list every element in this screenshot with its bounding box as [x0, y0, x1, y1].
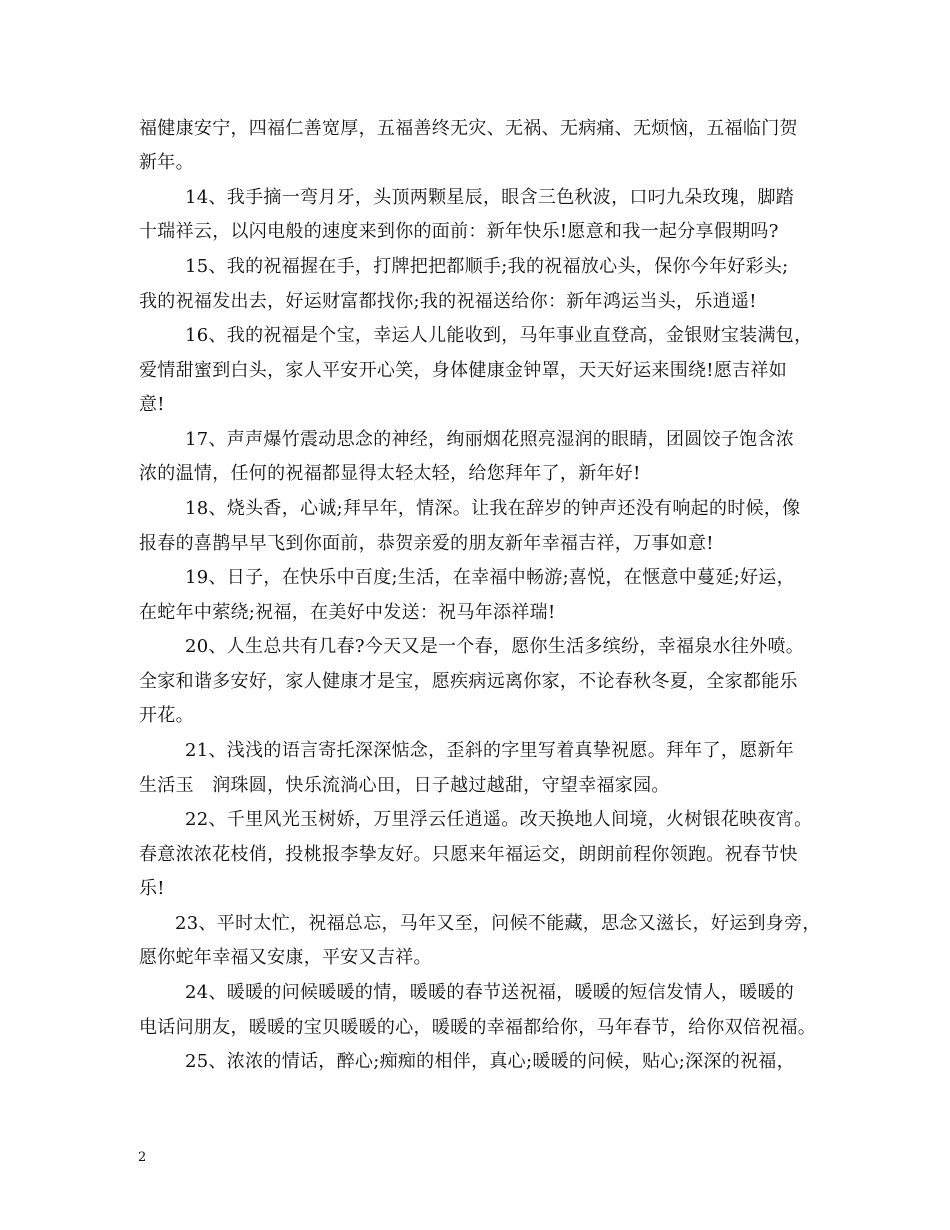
text-line: 愿你蛇年幸福又安康，平安又吉祥。 [139, 947, 432, 968]
text-line: 乐! [139, 878, 165, 899]
text-line: 春意浓浓花枝俏，投桃报李挚友好。只愿来年福运交，朗朗前程你领跑。祝春节快 [139, 844, 798, 865]
text-line: 在蛇年中萦绕;祝福，在美好中发送：祝马年添祥瑞! [139, 602, 556, 623]
text-line: 19、日子，在快乐中百度;生活，在幸福中畅游;喜悦，在惬意中蔓延;好运， [185, 567, 795, 588]
text-line: 全家和谐多安好，家人健康才是宝，愿疾病远离你家，不论春秋冬夏，全家都能乐 [139, 671, 798, 692]
page-number: 2 [138, 1150, 147, 1165]
text-line: 十瑞祥云，以闪电般的速度来到你的面前：新年快乐!愿意和我一起分享假期吗? [139, 221, 779, 242]
text-line: 生活玉 润珠圆，快乐流淌心田，日子越过越甜，守望幸福家园。 [139, 775, 670, 796]
text-line: 20、人生总共有几春?今天又是一个春，愿你生活多缤纷，幸福泉水往外喷。 [185, 636, 805, 657]
text-line: 23、平时太忙，祝福总忘，马年又至，问候不能藏，思念又滋长，好运到身旁， [175, 913, 821, 934]
text-line: 17、声声爆竹震动思念的神经，绚丽烟花照亮湿润的眼睛，团圆饺子饱含浓 [185, 429, 795, 450]
text-line: 16、我的祝福是个宝，幸运人儿能收到，马年事业直登高，金银财宝装满包， [185, 325, 813, 346]
text-line: 14、我手摘一弯月牙，头顶两颗星辰，眼含三色秋波，口叼九朵玫瑰，脚踏 [185, 187, 795, 208]
text-line: 我的祝福发出去，好运财富都找你;我的祝福送给你：新年鸿运当头，乐逍遥! [139, 291, 757, 312]
text-line: 电话问朋友，暖暖的宝贝暖暖的心，暖暖的幸福都给你，马年春节，给你双倍祝福。 [139, 1017, 817, 1038]
text-line: 福健康安宁，四福仁善宽厚，五福善终无灾、无祸、无病痛、无烦恼，五福临门贺 [139, 118, 798, 139]
text-line: 22、千里风光玉树娇，万里浮云任逍遥。改天换地人间境，火树银花映夜宵。 [185, 809, 813, 830]
text-line: 开花。 [139, 705, 194, 726]
text-line: 18、烧头香，心诚;拜早年，情深。让我在辞岁的钟声还没有响起的时候，像 [185, 498, 801, 519]
text-line: 意! [139, 394, 165, 415]
text-line: 报春的喜鹊早早飞到你面前，恭贺亲爱的朋友新年幸福吉祥，万事如意! [139, 533, 714, 554]
text-line: 25、浓浓的情话，醉心;痴痴的相伴，真心;暖暖的问候，贴心;深深的祝福， [185, 1051, 795, 1072]
text-line: 浓的温情，任何的祝福都显得太轻太轻，给您拜年了，新年好! [139, 463, 641, 484]
text-line: 24、暖暖的问候暖暖的情，暖暖的春节送祝福，暖暖的短信发情人，暖暖的 [185, 982, 795, 1003]
text-line: 21、浅浅的语言寄托深深惦念，歪斜的字里写着真挚祝愿。拜年了，愿新年 [185, 740, 795, 761]
text-line: 新年。 [139, 152, 194, 173]
text-line: 爱情甜蜜到白头，家人平安开心笑，身体健康金钟罩，天天好运来围绕!愿吉祥如 [139, 360, 788, 381]
text-line: 15、我的祝福握在手，打牌把把都顺手;我的祝福放心头，保你今年好彩头; [185, 256, 789, 277]
